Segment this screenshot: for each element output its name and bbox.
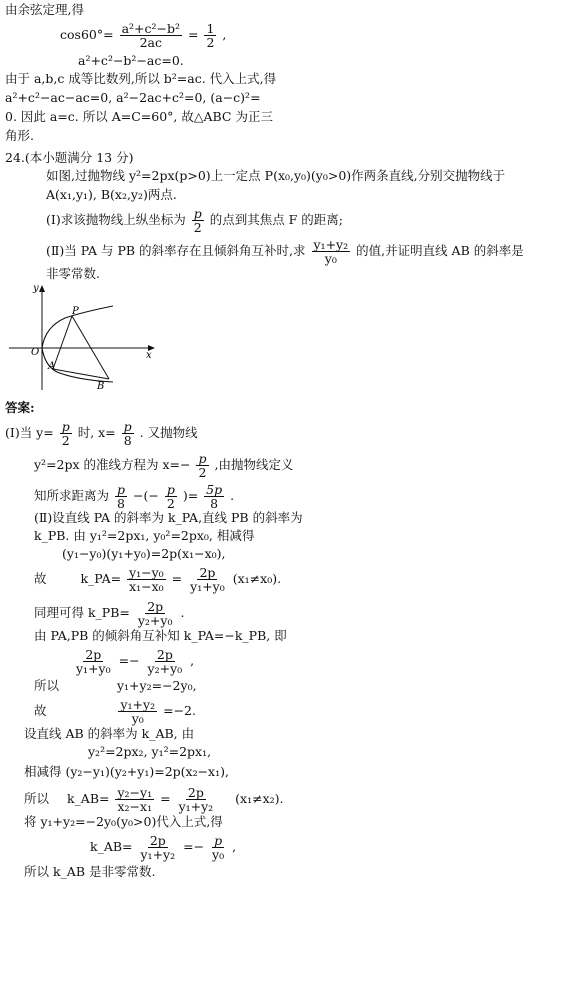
b4-pre: 故 — [34, 571, 47, 587]
answer-part2-line15 — [90, 834, 236, 861]
solution-line-4: a²+c²−ac−ac=0, a²−2ac+c²=0, (a−c)²= — [5, 90, 261, 105]
a1-pre: (Ⅰ)当 y= — [5, 425, 54, 441]
c4-fraction-1 — [115, 786, 154, 813]
b5-pre: 同理可得 k_PB= — [34, 605, 130, 621]
b9-den: y₀ — [131, 711, 144, 727]
answer-part2-line4 — [34, 566, 281, 593]
answer-part2-line6: 由 PA,PB 的倾斜角互补知 k_PA=−k_PB, 即 — [34, 628, 287, 643]
a3-mid: −(− — [133, 488, 159, 504]
point-a-label: A — [48, 361, 56, 372]
b4-f1n: y₁−y₀ — [129, 565, 164, 580]
b4-post: (x₁≠x₀). — [232, 571, 282, 587]
answer-part1-line2 — [34, 452, 293, 479]
question-1 — [46, 207, 343, 234]
answer-part1-line1 — [5, 420, 198, 447]
a2-num: p — [198, 451, 207, 466]
b4-f2n: 2p — [199, 565, 216, 580]
cosine-equation — [60, 22, 226, 49]
answer-part2-line2: k_PB. 由 y₁²=2px₁, y₀²=2px₀, 相减得 — [34, 528, 255, 543]
a3-f3d: 8 — [210, 496, 219, 512]
cos-lhs: cos60°= — [60, 27, 114, 43]
a3-f2n: p — [166, 482, 175, 497]
a3-end: . — [230, 488, 235, 504]
a3-mid2: )= — [182, 488, 199, 504]
problem-header: 24.(本小题满分 13 分) — [5, 150, 134, 165]
a1-den2: 8 — [123, 433, 132, 449]
b7-f1d: y₁+y₀ — [76, 661, 111, 677]
answer-part2-line1: (Ⅱ)设直线 PA 的斜率为 k_PA,直线 PB 的斜率为 — [34, 510, 303, 525]
question-2-continued: 非零常数. — [46, 266, 100, 281]
question-2-post: 的值,并证明直线 AB 的斜率是 — [356, 243, 524, 259]
b7-fraction-2 — [146, 648, 185, 675]
b7-eq: =− — [118, 653, 140, 669]
b8-pre: 所以 — [34, 678, 60, 693]
b7-post: , — [190, 653, 195, 669]
a3-f2d: 2 — [166, 496, 175, 512]
b5-den: y₂+y₀ — [137, 613, 173, 629]
c6-f2d: y₀ — [212, 847, 225, 863]
y-axis-label: y — [33, 283, 39, 294]
a2-fraction — [196, 452, 208, 479]
b4-eq: = — [171, 571, 183, 587]
answer-part2-line5 — [34, 600, 184, 627]
point-p-label: P — [72, 306, 79, 317]
b5-post: . — [180, 605, 185, 621]
a3-f1n: p — [117, 482, 126, 497]
c4-f2d: y₁+y₂ — [178, 799, 214, 815]
parabola-figure — [5, 282, 165, 394]
question-2-pre: (Ⅱ)当 PA 与 PB 的斜率存在且倾斜角互补时,求 — [46, 243, 306, 259]
answer-part1-line3 — [34, 483, 234, 510]
half-fraction — [204, 22, 216, 49]
a1-mid: 时, x= — [77, 425, 116, 441]
c6-f2n: p — [214, 833, 223, 848]
c4-fraction-2 — [177, 786, 216, 813]
b9-fraction — [118, 698, 157, 725]
answer-part2-line7 — [72, 648, 194, 675]
origin-label: O — [31, 347, 40, 358]
cos-end: , — [222, 27, 227, 43]
equation-2: a²+c²−b²−ac=0. — [78, 53, 184, 68]
b4-k: k_PA= — [80, 571, 122, 587]
answer-title: 答案: — [5, 400, 35, 415]
b4-fraction-1 — [127, 566, 166, 593]
a1-num: p — [61, 419, 70, 434]
solution-line-5: 0. 因此 a=c. 所以 A=C=60°, 故△ABC 为正三 — [5, 109, 273, 124]
question-2-fraction — [312, 238, 351, 265]
c4-k: k_AB= — [66, 791, 110, 807]
cos-numerator: a²+c²−b² — [121, 21, 180, 36]
answer-part2-line10: 设直线 AB 的斜率为 k_AB, 由 — [24, 726, 195, 741]
cos-eq: = — [187, 27, 199, 43]
solution-line-6: 角形. — [5, 128, 34, 143]
q2-den: y₀ — [324, 251, 337, 267]
x-axis-label: x — [146, 350, 152, 361]
c4-f1d: x₂−x₁ — [117, 799, 153, 815]
answer-part2-line11: y₂²=2px₂, y₁²=2px₁, — [88, 744, 212, 759]
a3-pre: 知所求距离为 — [34, 488, 110, 504]
c4-eq: = — [160, 791, 171, 807]
answer-part2-line12: 相减得 (y₂−y₁)(y₂+y₁)=2p(x₂−x₁), — [24, 764, 229, 779]
a2-den: 2 — [198, 465, 207, 481]
c6-eq: =− — [183, 839, 205, 855]
half-numerator: 1 — [206, 21, 215, 36]
cos-denominator: 2ac — [139, 35, 162, 51]
problem-text-1: 如图,过抛物线 y²=2px(p>0)上一定点 P(x₀,y₀)(y₀>0)作两条直线,分别交抛物线于 — [46, 168, 506, 183]
b5-fraction — [136, 600, 175, 627]
answer-part2-line14: 将 y₁+y₂=−2y₀(y₀>0)代入上式,得 — [24, 814, 223, 829]
answer-conclusion: 所以 k_AB 是非零常数. — [24, 864, 156, 879]
cos-fraction — [120, 22, 182, 49]
answer-part2-line8 — [34, 680, 197, 693]
c6-fraction-1 — [139, 834, 178, 861]
q1-den: 2 — [193, 220, 202, 236]
c6-fraction-2 — [210, 834, 226, 861]
c4-f1n: y₂−y₁ — [117, 785, 153, 800]
c6-k: k_AB= — [90, 839, 133, 855]
a3-f3n: 5p — [206, 482, 223, 497]
question-1-pre: (Ⅰ)求该抛物线上纵坐标为 — [46, 212, 186, 228]
a1-num2: p — [123, 419, 132, 434]
b7-f2d: y₂+y₀ — [147, 661, 183, 677]
a2-post: ,由抛物线定义 — [214, 457, 294, 473]
a3-fraction-1 — [115, 483, 127, 510]
c6-f1d: y₁+y₂ — [140, 847, 176, 863]
question-1-post: 的点到其焦点 F 的距离; — [209, 212, 344, 228]
problem-text-2: A(x₁,y₁), B(x₂,y₂)两点. — [46, 187, 177, 202]
answer-part2-line9 — [34, 698, 196, 725]
a1-fraction-1 — [60, 420, 72, 447]
answer-part2-line3: (y₁−y₀)(y₁+y₀)=2p(x₁−x₀), — [62, 546, 226, 561]
question-2 — [46, 238, 524, 265]
c4-pre: 所以 — [24, 791, 50, 807]
b7-f2n: 2p — [156, 647, 173, 662]
y-axis-arrow — [39, 285, 45, 292]
point-b-label: B — [97, 381, 105, 392]
q2-num: y₁+y₂ — [313, 237, 349, 252]
b4-f1d: x₁−x₀ — [129, 579, 164, 595]
c6-post: , — [232, 839, 237, 855]
b9-pre: 故 — [34, 703, 47, 719]
solution-line-1: 由余弦定理,得 — [5, 2, 84, 17]
a2-pre: y²=2px 的准线方程为 x=− — [34, 457, 191, 473]
b8-eq: y₁+y₂=−2y₀, — [116, 678, 197, 693]
b7-f1n: 2p — [85, 647, 102, 662]
a3-f1d: 8 — [117, 496, 125, 512]
a1-den: 2 — [61, 433, 70, 449]
c4-post: (x₁≠x₂). — [235, 791, 284, 807]
a3-fraction-2 — [165, 483, 177, 510]
half-denominator: 2 — [206, 35, 215, 51]
b4-fraction-2 — [188, 566, 227, 593]
b4-f2d: y₁+y₀ — [190, 579, 225, 595]
a1-post: . 又抛物线 — [139, 425, 198, 441]
b7-fraction-1 — [74, 648, 113, 675]
b5-num: 2p — [147, 599, 164, 614]
solution-line-3: 由于 a,b,c 成等比数列,所以 b²=ac. 代入上式,得 — [5, 71, 277, 86]
q1-num: p — [193, 206, 202, 221]
a1-fraction-2 — [122, 420, 134, 447]
b9-post: =−2. — [163, 703, 196, 719]
question-1-fraction — [192, 207, 204, 234]
c4-f2n: 2p — [187, 785, 204, 800]
a3-fraction-3 — [204, 483, 224, 510]
c6-f1n: 2p — [149, 833, 166, 848]
b9-num: y₁+y₂ — [120, 697, 156, 712]
answer-part2-line13 — [24, 786, 283, 813]
